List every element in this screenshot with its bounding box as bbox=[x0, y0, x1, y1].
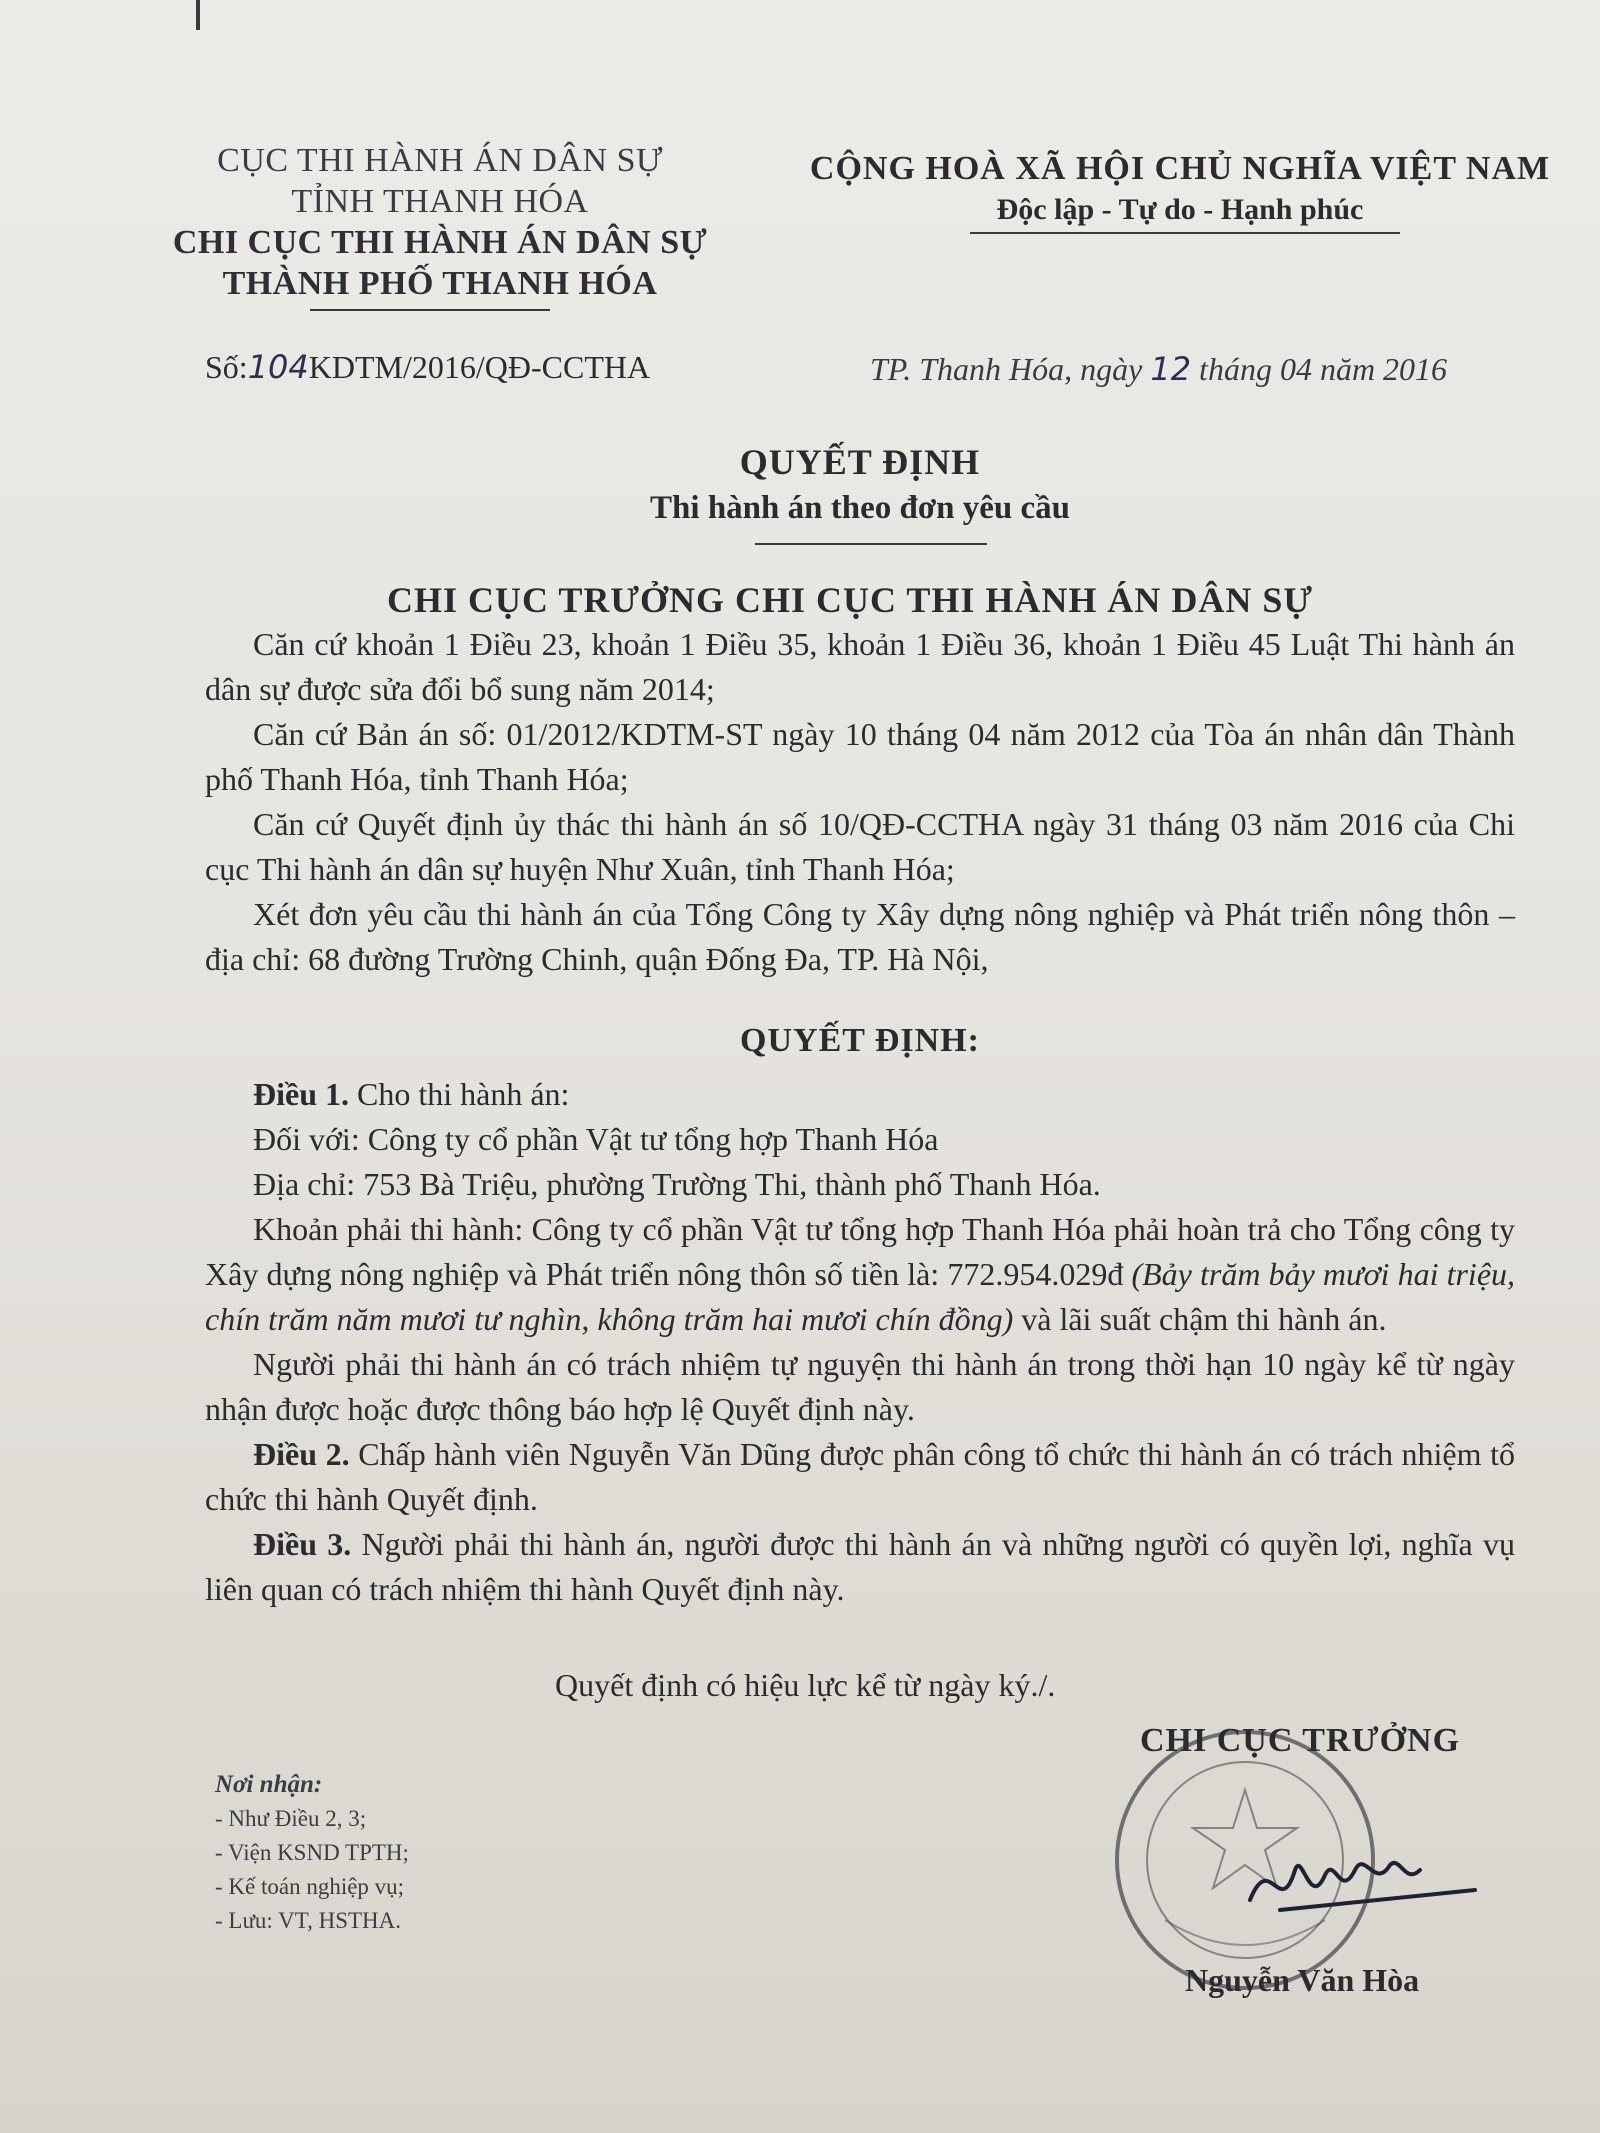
document-number bbox=[205, 348, 650, 386]
preamble-paragraph-2: Căn cứ Bản án số: 01/2012/KDTM-ST ngày 10 tháng 04 năm 2012 của Tòa án nhân dân Thành phố Thanh Hóa, tỉnh Thanh Hóa; bbox=[205, 716, 1515, 797]
article-2 bbox=[205, 1432, 1515, 1522]
date-part-2: tháng bbox=[1199, 351, 1272, 387]
signer-title: CHI CỤC TRƯỞNG bbox=[1140, 1722, 1461, 1759]
agency-line-1: CHI CỤC THI HÀNH ÁN DÂN SỰ bbox=[172, 224, 708, 261]
handwritten-signature-icon bbox=[1240, 1830, 1480, 1940]
motto-underline bbox=[970, 232, 1400, 234]
preamble-paragraph-1: Căn cứ khoản 1 Điều 23, khoản 1 Điều 35, khoản 1 Điều 36, khoản 1 Điều 45 Luật Thi hành án dân sự được sửa đổi bổ sung năm 2014; bbox=[205, 626, 1515, 707]
date-day-handwritten: 12 bbox=[1150, 350, 1192, 388]
parent-agency-line-1: CỤC THI HÀNH ÁN DÂN SỰ bbox=[217, 142, 663, 179]
page-edge-mark bbox=[196, 0, 200, 30]
place-and-date bbox=[870, 350, 1447, 388]
amount-in-words: (Bảy trăm bảy mươi hai triệu, chín trăm năm mươi tư nghìn, không trăm hai mươi chín đồng) bbox=[205, 1256, 1516, 1337]
document-subtitle: Thi hành án theo đơn yêu cầu bbox=[650, 490, 1070, 526]
recipient-item: - Lưu: VT, HSTHA. bbox=[215, 1908, 402, 1933]
article-3-text: Người phải thi hành án, người được thi hành án và những người có quyền lợi, nghĩa vụ liên quan có trách nhiệm thi hành Quyết định này. bbox=[205, 1526, 1516, 1607]
article-1-address: Địa chỉ: 753 Bà Triệu, phường Trường Thi, thành phố Thanh Hóa. bbox=[253, 1166, 1101, 1202]
title-underline bbox=[755, 543, 987, 545]
parent-agency-line-2: TỈNH THANH HÓA bbox=[291, 183, 589, 220]
agency-line-2: THÀNH PHỐ THANH HÓA bbox=[222, 265, 658, 302]
recipients-block bbox=[215, 1768, 409, 1938]
national-header-block bbox=[790, 148, 1570, 230]
preamble-paragraph-3: Căn cứ Quyết định ủy thác thi hành án số 10/QĐ-CCTHA ngày 31 tháng 03 năm 2016 của Chi cục Thi hành án dân sự huyện Như Xuân, tỉnh Thanh Hóa; bbox=[205, 806, 1515, 887]
article-1-deadline: Người phải thi hành án có trách nhiệm tự nguyện thi hành án trong thời hạn 10 ngày kể từ ngày nhận được hoặc được thông báo hợp lệ Quyết định này. bbox=[205, 1346, 1515, 1427]
preamble bbox=[205, 622, 1515, 982]
signer-name: Nguyễn Văn Hòa bbox=[1185, 1962, 1420, 1998]
decision-articles bbox=[205, 1072, 1515, 1612]
document-title-block bbox=[500, 438, 1220, 530]
date-part-1: TP. Thanh Hóa, ngày bbox=[870, 351, 1143, 387]
article-3-label: Điều 3. bbox=[253, 1526, 352, 1562]
doc-number-prefix: Số: bbox=[205, 349, 248, 385]
recipient-item: - Viện KSND TPTH; bbox=[215, 1840, 409, 1865]
document-title: QUYẾT ĐỊNH bbox=[739, 442, 981, 482]
nation-title: CỘNG HOÀ XÃ HỘI CHỦ NGHĨA VIỆT NAM bbox=[809, 150, 1551, 187]
recipient-item: - Như Điều 2, 3; bbox=[215, 1806, 367, 1831]
recipients-heading: Nơi nhận: bbox=[215, 1771, 323, 1798]
agency-underline bbox=[310, 309, 550, 311]
decision-heading: QUYẾT ĐỊNH: bbox=[740, 1022, 980, 1059]
obligation-end: và lãi suất chậm thi hành án. bbox=[1021, 1301, 1387, 1337]
article-1-text: Cho thi hành án: bbox=[357, 1076, 570, 1112]
article-2-text: Chấp hành viên Nguyễn Văn Dũng được phân công tổ chức thi hành án có trách nhiệm tổ chức thi hành Quyết định. bbox=[205, 1436, 1516, 1517]
national-motto: Độc lập - Tự do - Hạnh phúc bbox=[996, 193, 1364, 226]
recipient-item: - Kế toán nghiệp vụ; bbox=[215, 1874, 405, 1899]
article-1-debtor: Đối với: Công ty cổ phần Vật tư tổng hợp Thanh Hóa bbox=[253, 1121, 939, 1157]
article-1 bbox=[205, 1072, 1515, 1117]
article-1-label: Điều 1. bbox=[253, 1076, 349, 1112]
date-month: 04 bbox=[1279, 351, 1312, 387]
article-2-label: Điều 2. bbox=[253, 1436, 350, 1472]
effective-clause: Quyết định có hiệu lực kể từ ngày ký./. bbox=[555, 1667, 1056, 1703]
article-3 bbox=[205, 1522, 1515, 1612]
obligation-start: Khoản phải thi hành: Công ty cổ phần Vật tư tổng hợp Thanh Hóa phải hoàn trả cho Tổng công ty Xây dựng nông nghiệp và Phát triển nông thôn số tiền là: 772.954.029đ bbox=[205, 1211, 1515, 1292]
issuing-agency-block bbox=[140, 140, 740, 304]
preamble-paragraph-4: Xét đơn yêu cầu thi hành án của Tổng Công ty Xây dựng nông nghiệp và Phát triển nông thôn – địa chỉ: 68 đường Trường Chinh, quận Đống Đa, TP. Hà Nội, bbox=[205, 896, 1515, 977]
date-part-3: năm 2016 bbox=[1319, 351, 1448, 387]
doc-number-handwritten: 104 bbox=[247, 348, 309, 386]
doc-number-suffix: KDTM/2016/QĐ-CCTHA bbox=[308, 349, 651, 385]
issuing-authority: CHI CỤC TRƯỞNG CHI CỤC THI HÀNH ÁN DÂN SỰ bbox=[386, 580, 1314, 620]
article-1-obligation bbox=[205, 1207, 1515, 1342]
